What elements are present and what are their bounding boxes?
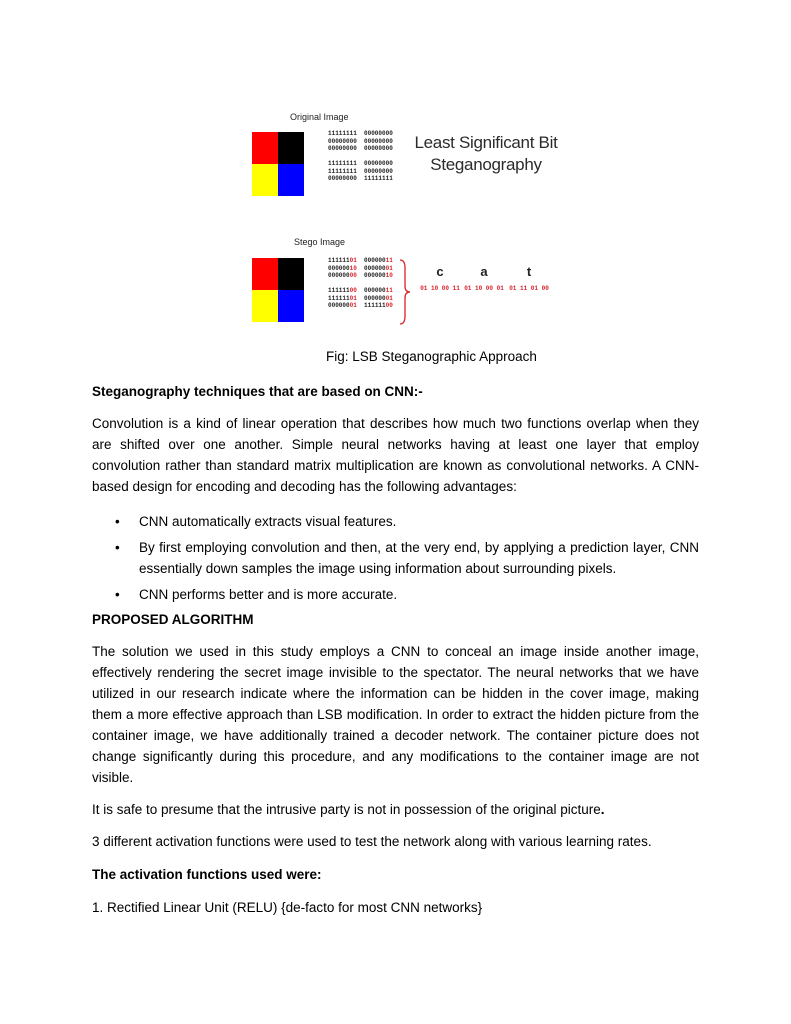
original-image-label: Original Image — [290, 112, 349, 122]
brace-icon — [398, 258, 412, 326]
original-bits-block: 11111111 00000000 00000000 00000000 00000000 00000000 11111111 00000000 11111111 00000000 00000000 11111111 — [328, 130, 393, 182]
yellow-square — [252, 164, 278, 196]
original-color-grid — [252, 132, 304, 196]
bullet-text: CNN performs better and is more accurate. — [139, 587, 398, 602]
paragraph-tested: 3 different activation functions were used to test the network along with various learning rates. — [92, 834, 652, 849]
stego-image-label: Stego Image — [294, 237, 346, 247]
black-square — [278, 258, 304, 290]
figure-title-line2: Steganography — [430, 155, 542, 174]
bullet-icon: • — [115, 540, 120, 555]
activation-heading: The activation functions used were: — [92, 867, 322, 882]
figure-title-line1: Least Significant Bit — [414, 133, 558, 152]
activation-list-item-1: 1. Rectified Linear Unit (RELU) {de-facto for most CNN networks} — [92, 900, 483, 915]
figure-caption: Fig: LSB Steganographic Approach — [326, 349, 537, 364]
code-t: 01 11 01 00 — [509, 285, 549, 292]
presume-text: It is safe to presume that the intrusive party is not in possession of the original picture — [92, 802, 601, 817]
figure-title — [406, 132, 566, 176]
bullet-icon: • — [115, 587, 120, 602]
lsb-figure — [240, 108, 570, 330]
advantages-list — [92, 511, 699, 610]
list-item — [92, 584, 699, 605]
presume-period: . — [600, 802, 605, 817]
bullet-text: CNN automatically extracts visual features. — [139, 514, 397, 529]
letter-c: c — [436, 264, 444, 279]
red-square — [252, 132, 278, 164]
list-item — [92, 511, 699, 532]
yellow-square — [252, 290, 278, 322]
stego-color-grid — [252, 258, 304, 322]
letter-a: a — [480, 264, 488, 279]
code-c: 01 10 00 11 — [420, 285, 460, 292]
black-square — [278, 132, 304, 164]
bullet-icon: • — [115, 514, 120, 529]
blue-square — [278, 290, 304, 322]
paragraph-presume — [92, 799, 699, 820]
letter-t: t — [526, 264, 532, 279]
section-heading-cnn: Steganography techniques that are based on CNN:- — [92, 384, 423, 399]
blue-square — [278, 164, 304, 196]
code-a: 01 10 00 01 — [464, 285, 504, 292]
section-heading-algorithm: PROPOSED ALGORITHM — [92, 612, 254, 627]
paragraph-convolution: Convolution is a kind of linear operation that describes how much two functions overlap when they are shifted over one another. Simple neural networks having at least one layer that employ convolution rather than standard matrix multiplication are known as convolutional networks. A CNN-based design for encoding and decoding has the following advantages: — [92, 416, 699, 494]
paragraph-solution: The solution we used in this study employs a CNN to conceal an image inside another image, effectively rendering the secret image invisible to the spectator. The neural networks that we have utilized in our research indicate where the information can be hidden in the cover image, making them a more effective approach than LSB modification. In order to extract the hidden picture from the container image, we have additionally trained a decoder network. The container picture does not change significantly during this procedure, and any modifications to the container image are not visible. — [92, 644, 699, 785]
bullet-text: By first employing convolution and then, at the very end, by applying a prediction layer, CNN essentially down samples the image using information about surrounding pixels. — [139, 540, 699, 576]
stego-bits-block: 11111101 00000011 00000010 00000001 00000000 00000010 11111100 00000011 11111101 00000001 00000001 11111100 — [328, 257, 393, 309]
red-square — [252, 258, 278, 290]
list-item — [92, 537, 699, 579]
